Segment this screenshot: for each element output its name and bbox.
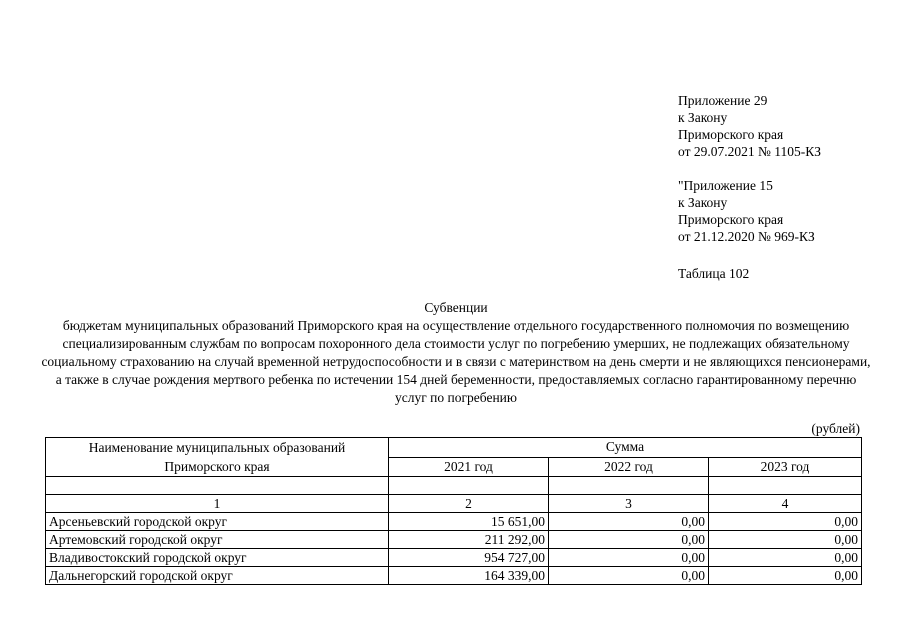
column-number: 2 xyxy=(389,495,549,513)
amount-2021: 211 292,00 xyxy=(389,531,549,549)
table-row xyxy=(46,567,862,585)
column-number: 1 xyxy=(46,495,389,513)
column-number: 3 xyxy=(549,495,709,513)
column-header-year: 2023 год xyxy=(709,457,862,477)
spacer xyxy=(678,160,893,177)
title-description: бюджетам муниципальных образований Приморского края на осуществление отдельного государственного полномочия по возмещению специализированным службам по вопросам похоронного дела стоимости услуг по погребению умерших, не подлежащих обязательному социальному страхованию на случай временной нетрудоспособности и в связи с материнством на день смерти и не являющихся пенсионерами, а также в случае рождения мертвого ребенка по истечении 154 дней беременности, предоставляемых согласно гарантированному перечню услуг по погребению xyxy=(41,318,871,405)
appendix-line: Приморского края xyxy=(678,127,784,142)
column-number-row xyxy=(46,495,862,513)
appendix-line: от 29.07.2021 № 1105-КЗ xyxy=(678,144,821,159)
amount-2021: 15 651,00 xyxy=(389,513,549,531)
appendix-line: "Приложение 15 xyxy=(678,178,773,193)
municipality-name: Владивостокский городской округ xyxy=(46,549,389,567)
column-header-year: 2022 год xyxy=(549,457,709,477)
amount-2023: 0,00 xyxy=(709,531,862,549)
municipality-name: Артемовский городской округ xyxy=(46,531,389,549)
table-row xyxy=(46,513,862,531)
column-number: 4 xyxy=(709,495,862,513)
column-header-year: 2021 год xyxy=(389,457,549,477)
subsidy-table xyxy=(45,437,862,585)
appendix-line: от 21.12.2020 № 969-КЗ xyxy=(678,229,815,244)
municipality-name: Дальнегорский городской округ xyxy=(46,567,389,585)
amount-2021: 164 339,00 xyxy=(389,567,549,585)
appendix-line: к Закону xyxy=(678,110,728,125)
amount-2023: 0,00 xyxy=(709,567,862,585)
appendix-reference xyxy=(678,92,893,245)
header-separator xyxy=(46,477,862,495)
amount-2022: 0,00 xyxy=(549,549,709,567)
table-row xyxy=(46,549,862,567)
column-header-name: Наименование муниципальных образований Приморского края xyxy=(46,438,389,477)
appendix-line: Приморского края xyxy=(678,212,784,227)
amount-2023: 0,00 xyxy=(709,513,862,531)
municipality-name: Арсеньевский городской округ xyxy=(46,513,389,531)
title-heading: Субвенции xyxy=(424,300,488,315)
amount-2022: 0,00 xyxy=(549,567,709,585)
units-label: (рублей) xyxy=(811,421,860,436)
table-label: Таблица 102 xyxy=(678,266,750,281)
amount-2021: 954 727,00 xyxy=(389,549,549,567)
column-header-sum: Сумма xyxy=(389,438,862,458)
appendix-line: Приложение 29 xyxy=(678,93,768,108)
appendix-line: к Закону xyxy=(678,195,728,210)
table-row xyxy=(46,531,862,549)
amount-2022: 0,00 xyxy=(549,513,709,531)
document-title xyxy=(40,299,872,407)
amount-2023: 0,00 xyxy=(709,549,862,567)
amount-2022: 0,00 xyxy=(549,531,709,549)
